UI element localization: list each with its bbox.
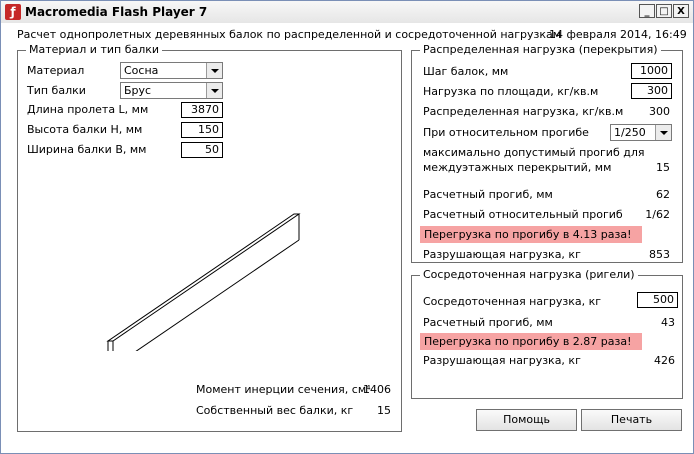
relative-deflection-select-value: 1/250 [614, 126, 646, 139]
app-content [1, 23, 693, 453]
distributed-breaking-load-label: Разрушающая нагрузка, кг [423, 248, 581, 261]
beam-width-input[interactable]: 50 [181, 142, 223, 158]
max-deflection-value: 15 [656, 161, 670, 174]
date-time: 14 февраля 2014, 16:49 [549, 28, 687, 41]
concentrated-deflection-value: 43 [661, 316, 675, 329]
inertia-moment-value: 1406 [363, 383, 391, 396]
distributed-load-group-title: Распределенная нагрузка (перекрытия) [420, 43, 661, 57]
concentrated-breaking-load-value: 426 [654, 354, 675, 367]
flash-app-icon: ƒ [5, 4, 21, 20]
own-weight-value: 15 [377, 404, 391, 417]
title-bar[interactable] [1, 1, 693, 24]
chevron-down-icon[interactable] [206, 63, 222, 78]
max-deflection-label-line1: максимально допустимый прогиб для [423, 146, 645, 159]
beam-type-select[interactable] [120, 82, 223, 99]
calc-deflection-value: 62 [656, 188, 670, 201]
concentrated-breaking-load-label: Разрушающая нагрузка, кг [423, 354, 581, 367]
max-deflection-label-line2: междуэтажных перекрытий, мм [423, 161, 612, 174]
material-group-title: Материал и тип балки [26, 43, 162, 57]
material-select-value: Сосна [124, 64, 159, 77]
concentrated-load-group-title: Сосредоточенная нагрузка (ригели) [420, 268, 638, 282]
area-load-label: Нагрузка по площади, кг/кв.м [423, 85, 599, 98]
concentrated-load-group [411, 268, 683, 399]
relative-deflection-label: При относительном прогибе [423, 126, 589, 139]
span-length-input[interactable]: 3870 [181, 102, 223, 118]
distributed-overload-warning: Перегрузка по прогибу в 4.13 раза! [420, 226, 642, 243]
beam-bottom-edge [113, 240, 299, 351]
concentrated-load-label: Сосредоточенная нагрузка, кг [423, 295, 602, 308]
distributed-load-label: Распределенная нагрузка, кг/кв.м [423, 105, 624, 118]
beam-type-select-value: Брус [124, 84, 152, 97]
concentrated-load-input[interactable]: 500 [637, 292, 678, 308]
material-label: Материал [27, 64, 85, 77]
distributed-breaking-load-value: 853 [649, 248, 670, 261]
beam-3d-illustration [103, 211, 323, 351]
relative-deflection-select[interactable] [610, 124, 672, 141]
maximize-button[interactable]: □ [656, 4, 672, 18]
calc-relative-deflection-value: 1/62 [645, 208, 670, 221]
beam-top-face [108, 214, 299, 341]
inertia-moment-label: Момент инерции сечения, см⁴ [196, 383, 371, 396]
page-title: Расчет однопролетных деревянных балок по распределенной и сосредоточенной нагрузкам [17, 28, 562, 41]
calc-deflection-label: Расчетный прогиб, мм [423, 188, 553, 201]
beam-type-label: Тип балки [27, 84, 86, 97]
window-title: Macromedia Flash Player 7 [25, 5, 208, 19]
close-button[interactable]: X [673, 4, 689, 18]
beam-width-label: Ширина балки B, мм [27, 143, 147, 156]
chevron-down-icon[interactable] [655, 125, 671, 140]
material-select[interactable] [120, 62, 223, 79]
distributed-load-group [411, 43, 683, 263]
chevron-down-icon[interactable] [206, 83, 222, 98]
beam-height-input[interactable]: 150 [181, 122, 223, 138]
own-weight-label: Собственный вес балки, кг [196, 404, 354, 417]
concentrated-deflection-label: Расчетный прогиб, мм [423, 316, 553, 329]
area-load-input[interactable]: 300 [631, 83, 672, 99]
span-length-label: Длина пролета L, мм [27, 103, 149, 116]
beam-end-face [108, 341, 113, 351]
help-button[interactable]: Помощь [476, 409, 577, 431]
beam-step-input[interactable]: 1000 [631, 63, 672, 79]
concentrated-overload-warning: Перегрузка по прогибу в 2.87 раза! [420, 333, 642, 350]
beam-step-label: Шаг балок, мм [423, 65, 509, 78]
distributed-load-value: 300 [649, 105, 670, 118]
print-button[interactable]: Печать [581, 409, 682, 431]
calc-relative-deflection-label: Расчетный относительный прогиб [423, 208, 623, 221]
minimize-button[interactable]: _ [639, 4, 655, 18]
material-group [17, 43, 402, 432]
beam-height-label: Высота балки H, мм [27, 123, 143, 136]
